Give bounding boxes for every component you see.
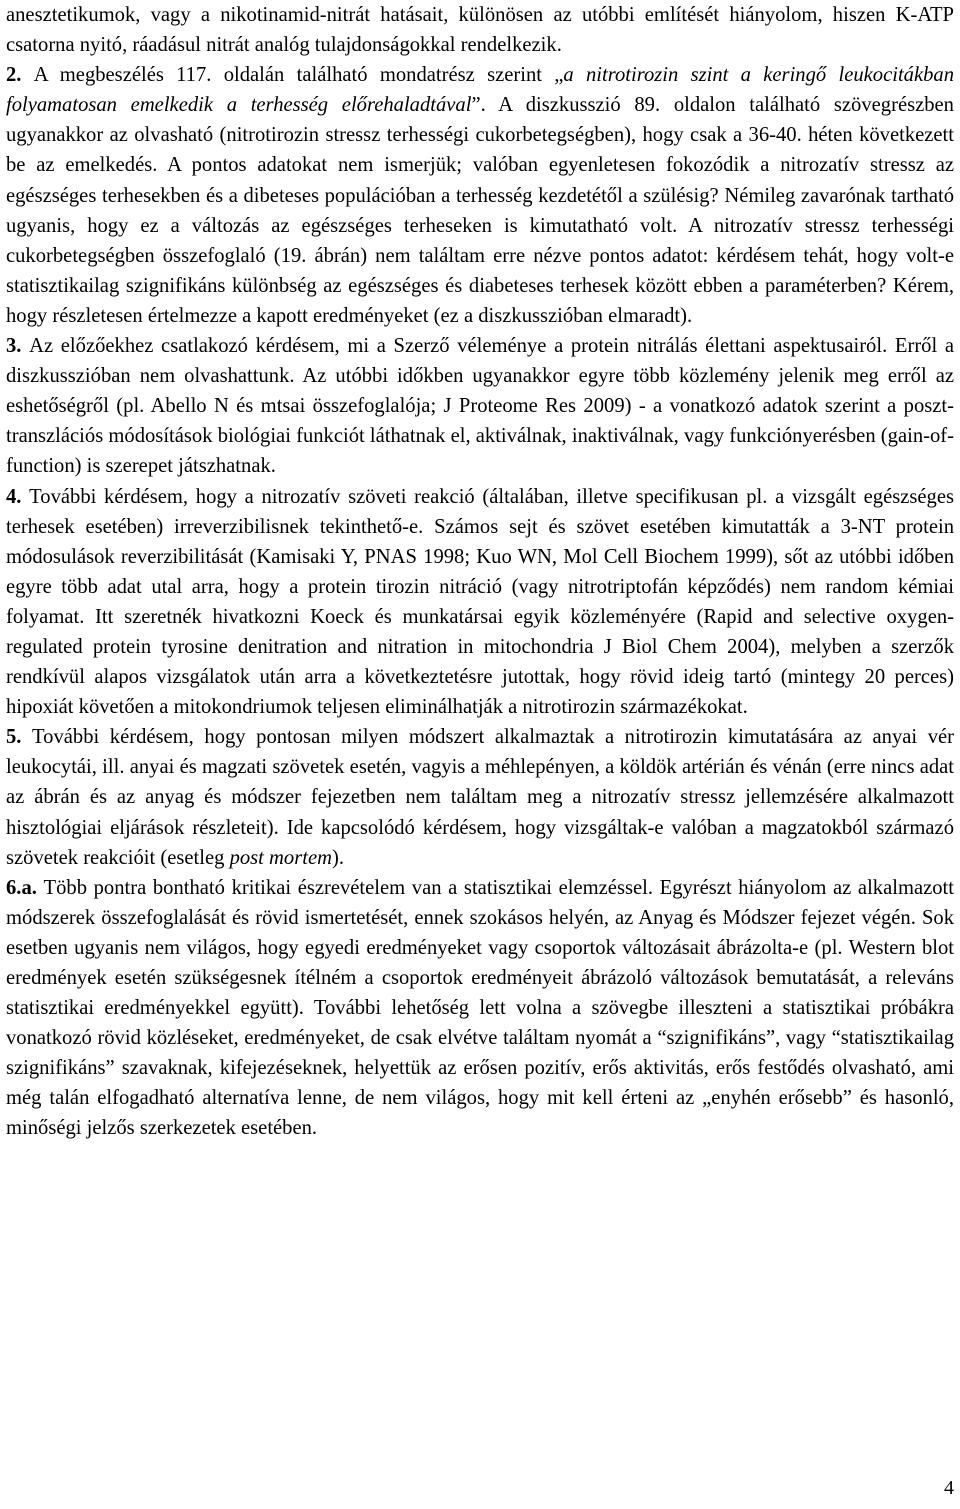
paragraph (6, 722, 960, 872)
paragraph-text: További kérdésem, hogy pontosan milyen módszert alkalmaztak a nitrotirozin kimutatására az anyai vér leukocytái, ill. anyai és magzati szövetek esetén, vagyis a méhlepényen, a köldök artérián és vénán (erre nincs adat az ábrán és az anyag és módszer fejezetben nem találtam meg a nitrozatív stressz jellemzésére alkalmazott hisztológiai eljárások részleteit). Ide kapcsolódó kérdésem, hogy vizsgáltak-e valóban a magzatokból származó szövetek reakcióit (esetleg (6, 726, 960, 869)
paragraph (6, 331, 960, 481)
item-number: 4. (6, 485, 30, 508)
paragraph-text: ”. A diszkusszió 89. oldalon található szövegrészben ugyanakkor az olvasható (nitrotirozin stressz terhességi cukorbetegségben), hogy csak a 36-40. héten következett be az emelkedés. A pontos adatokat nem ismerjük; valóban egyenletesen fokozódik a nitrozatív stressz az egészséges terhesekben és a dibeteses populációban a terhesség kezdetétől a szülésig? Némileg zavarónak tartható ugyanis, hogy ez a változás az egészséges terheseken is kimutatható volt. A nitrozatív stressz terhességi cukorbetegségben összefoglaló (19. ábrán) nem találtam erre nézve pontos adatot: kérdésem tehát, hogy volt-e statisztikailag szignifikáns különbség az egészséges és diabeteses terhesek között ebben a paraméterben? Kérem, hogy részletesen értelmezze a kapott eredményeket (ez a diszkusszióban elmaradt). (6, 94, 960, 327)
italic-text: a nitrotirozin szint a keringő leukocitákban folyamatosan emelkedik a terhesség előrehaladtával (6, 64, 960, 117)
paragraph-text: Az előzőekhez csatlakozó kérdésem, mi a Szerző véleménye a protein nitrálás élettani aspektusairól. Erről a diszkusszióban nem olvashattunk. Az utóbbi időkben ugyanakkor egyre több közlemény jelenik meg erről az eshetőségről (pl. Abello N és mtsai összefoglalója; J Proteome Res 2009) - a vonatkozó adatok szerint a poszt-transzlációs módosítások biológiai funkciót láthatnak el, aktiválnak, inaktiválnak, vagy funkciónyerésben (gain-of-function) is szerepet játszhatnak. (6, 335, 960, 478)
item-number: 6.a. (6, 876, 44, 899)
item-number: 5. (6, 726, 33, 749)
paragraph (6, 60, 960, 331)
paragraph-text: A megbeszélés 117. oldalán található mondatrész szerint „ (33, 64, 564, 87)
paragraph-text: Több pontra bontható kritikai észrevételem van a statisztikai elemzéssel. Egyrészt hiányolom az alkalmazott módszerek összefoglalását és rövid ismertetését, ennek szokásos helyén, az Anyag és Módszer fejezet végén. Sok esetben ugyanis nem világos, hogy egyedi eredményeket vagy csoportok változásait ábrázolta-e (pl. Western blot eredmények esetén szükségesnek ítélném a csoportok eredményeit ábrázoló változások bemutatását, a releváns statisztikai eredményekkel együtt). További lehetőség lett volna a szövegbe illeszteni a statisztikai próbákra vonatkozó rövid közléseket, eredményeket, de csak elvétve találtam nyomát a “szignifikáns”, vagy “statisztikailag szignifikáns” szavaknak, kifejezéseknek, helyettük az erősen pozitív, erős aktivitás, erős festődés olvasható, ami még talán elfogadható alternatíva lenne, de nem világos, hogy mit kell érteni az „enyhén erősebb” és hasonló, minőségi jelzős szerkezetek esetében. (6, 876, 960, 1140)
paragraph-text: ). (331, 846, 344, 869)
paragraph (6, 0, 960, 60)
item-number: 3. (6, 335, 30, 358)
paragraph (6, 873, 960, 1144)
paragraph (6, 482, 960, 723)
page-number: 4 (944, 1477, 954, 1499)
document-page (6, 0, 960, 1144)
paragraph-text: További kérdésem, hogy a nitrozatív szöveti reakció (általában, illetve specifikusan pl. a vizsgált egészséges terhesek esetében) irreverzibilisnek tekinthető-e. Számos sejt és szövet esetében kimutatták a 3-NT protein módosulások reverzibilitását (Kamisaki Y, PNAS 1998; Kuo WN, Mol Cell Biochem 1999), sőt az utóbbi időben egyre több adat utal arra, hogy a protein tirozin nitráció (vagy nitrotriptofán képződés) nem random kémiai folyamat. Itt szeretnék hivatkozni Koeck és munkatársai egyik közleményére (Rapid and selective oxygen-regulated protein tyrosine denitration and nitration in mitochondria J Biol Chem 2004), melyben a szerzők rendkívül alapos vizsgálatok után arra a következtetésre jutottak, hogy rövid ideig tartó (mintegy 20 perces) hipoxiát követően a mitokondriumok teljesen eliminálhatják a nitrotirozin származékokat. (6, 485, 960, 719)
paragraph-text: anesztetikumok, vagy a nikotinamid-nitrát hatásait, különösen az utóbbi említését hiányolom, hiszen K-ATP csatorna nyitó, ráadásul nitrát analóg tulajdonságokkal rendelkezik. (6, 4, 960, 57)
item-number: 2. (6, 64, 34, 87)
italic-text: post mortem (229, 846, 332, 869)
